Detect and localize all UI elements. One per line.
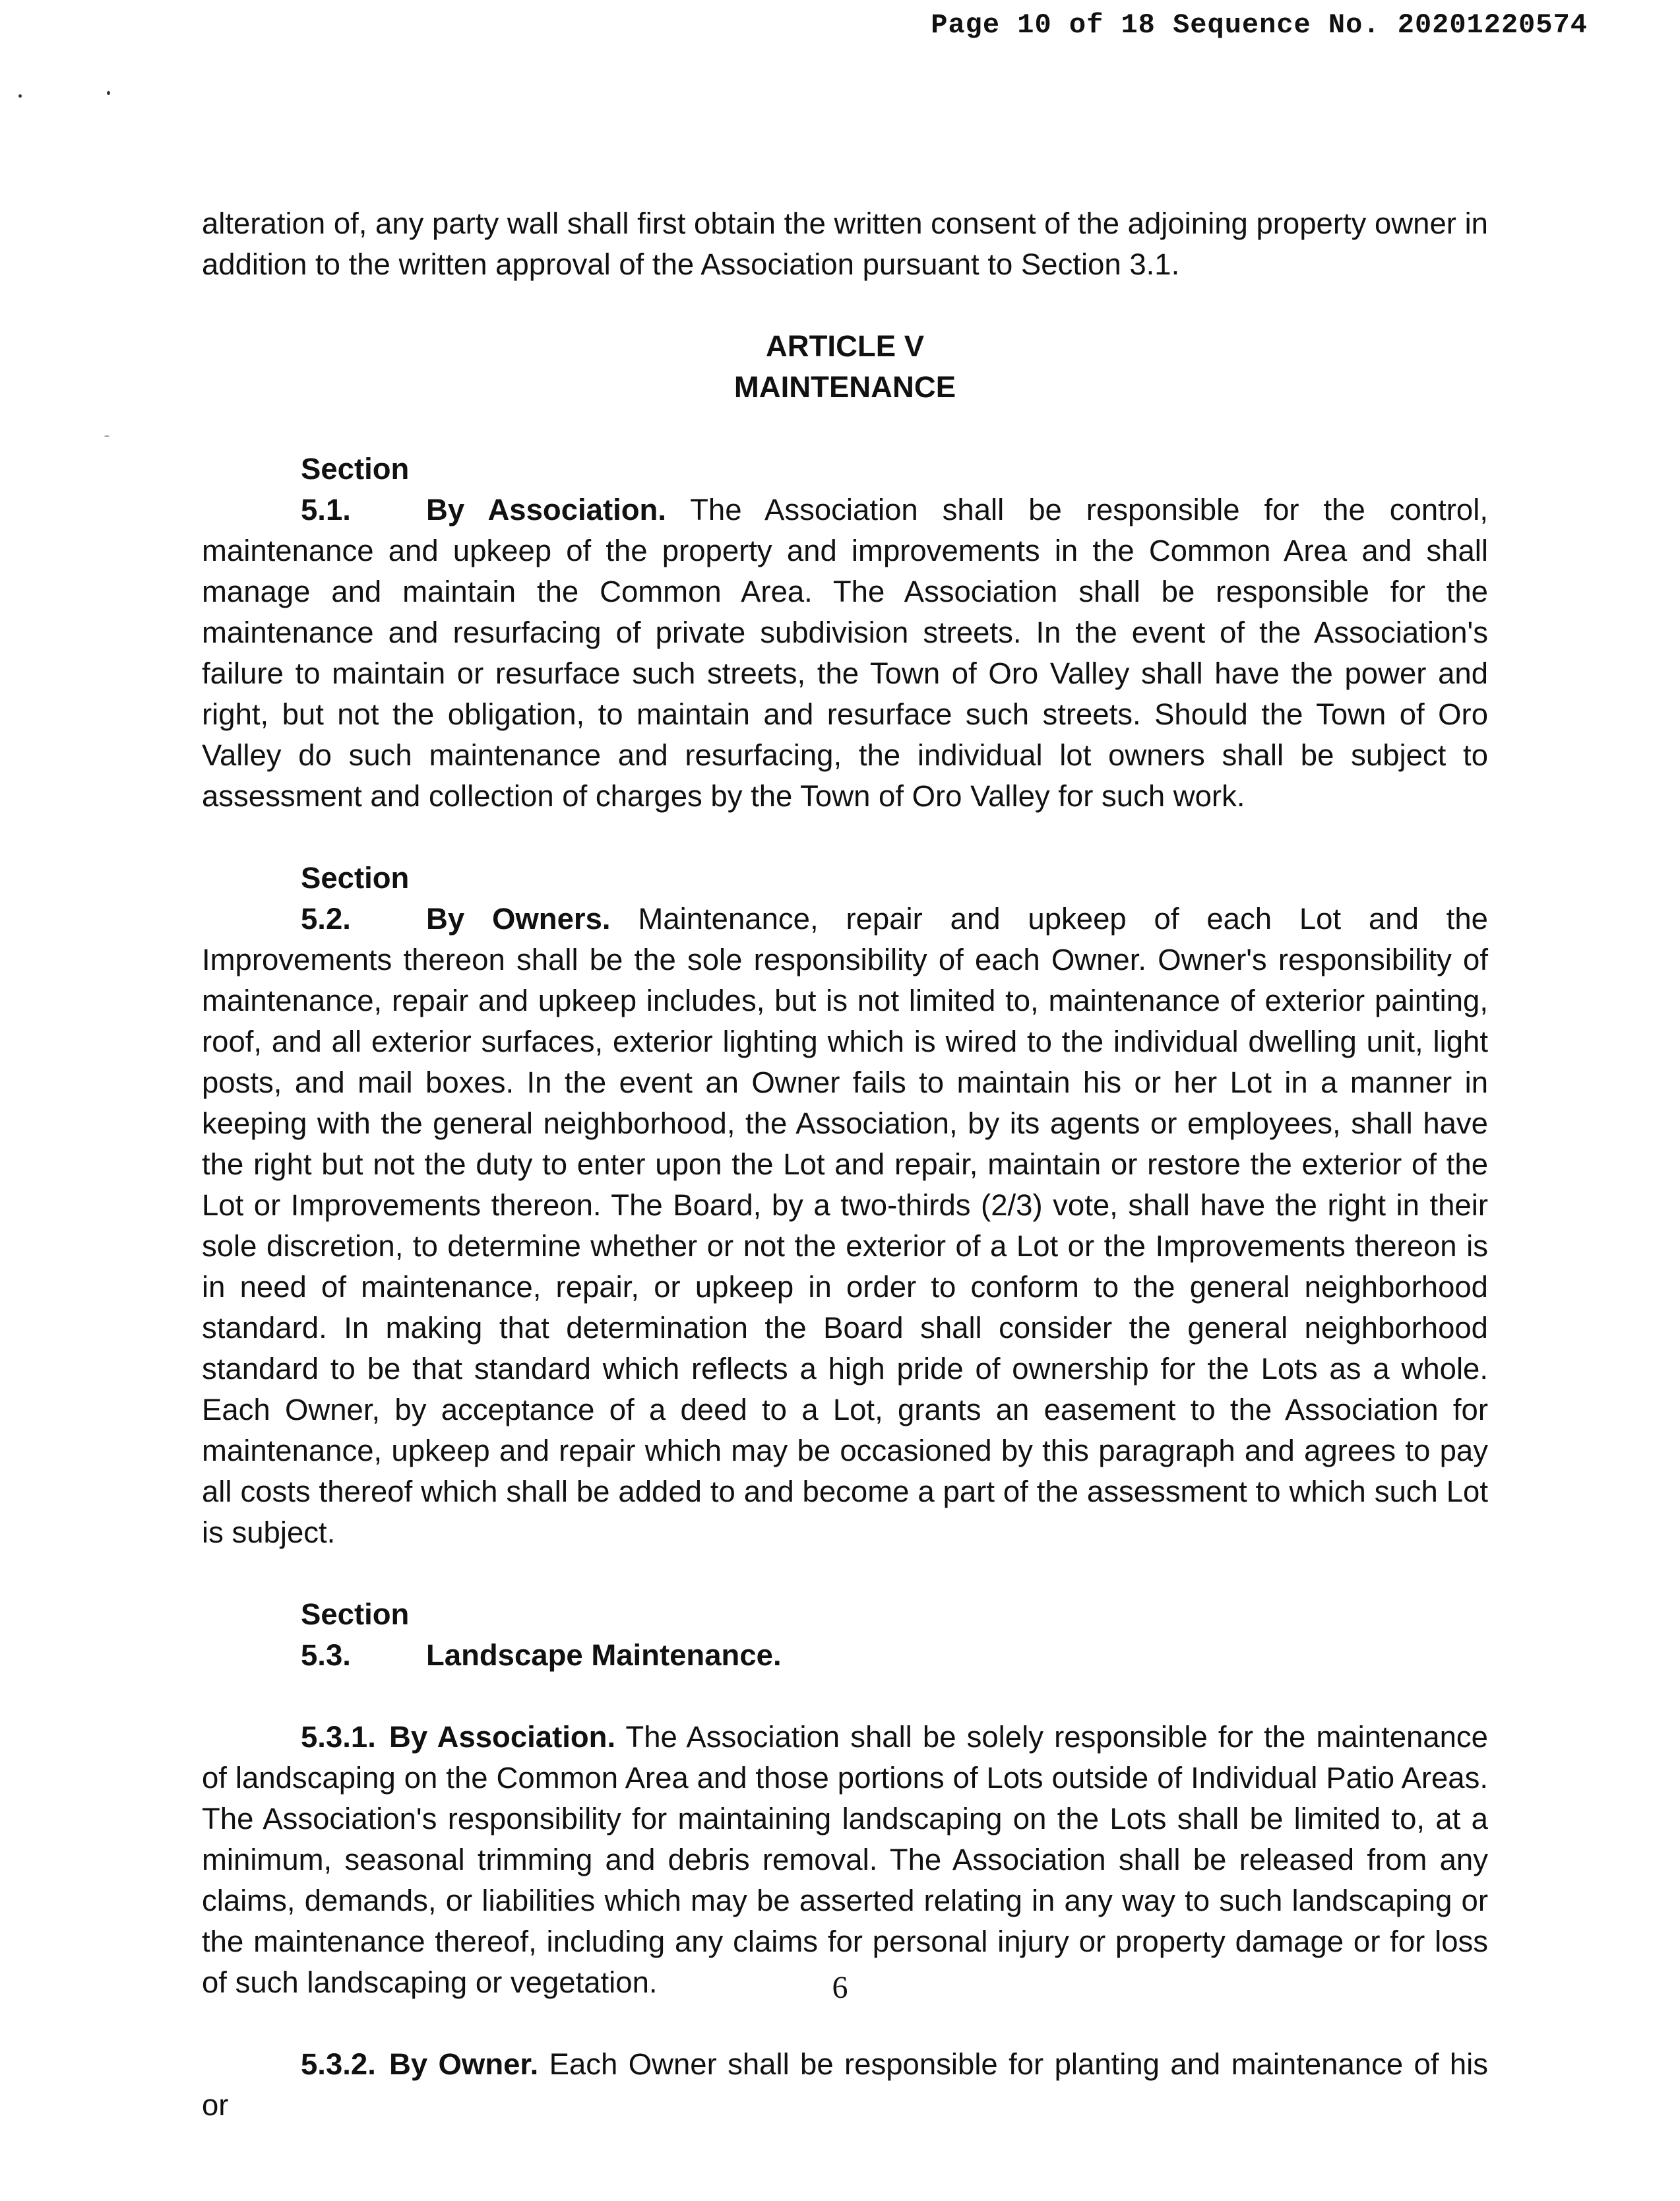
section-5-2: [202, 858, 1488, 1553]
section-heading: Landscape Maintenance.: [426, 1638, 782, 1672]
section-heading: By Owners.: [426, 902, 611, 936]
section-5-3: [202, 1594, 1488, 1676]
section-5-1: [202, 449, 1488, 817]
subsection-5-3-1: [202, 1717, 1488, 2003]
section-text: The Association shall be responsible for the control, maintenance and upkeep of the property and improvements in the Common Area and shall manage and maintain the Common Area. The Association shall be responsible for the maintenance and resurfacing of private subdivision streets. In the event of the Association's failure to maintain or resurface such streets, the Town of Oro Valley shall have the power and right, but not the obligation, to maintain and resurface such streets. Should the Town of Oro Valley do such maintenance and resurfacing, the individual lot owners shall be subject to assessment and collection of charges by the Town of Oro Valley for such work.: [202, 493, 1488, 813]
scan-speck: [107, 91, 110, 95]
section-text: Maintenance, repair and upkeep of each Lot and the Improvements thereon shall be the sole responsibility of each Owner. Owner's responsibility of maintenance, repair and upkeep includes, but is not limited to, maintenance of exterior painting, roof, and all exterior surfaces, exterior lighting which is wired to the individual dwelling unit, light posts, and mail boxes. In the event an Owner fails to maintain his or her Lot in a manner in keeping with the general neighborhood, the Association, by its agents or employees, shall have the right but not the duty to enter upon the Lot and repair, maintain or restore the exterior of the Lot or Improvements thereon. The Board, by a two-thirds (2/3) vote, shall have the right in their sole discretion, to determine whether or not the exterior of a Lot or the Improvements thereon is in need of maintenance, repair, or upkeep in order to conform to the general neighborhood standard. In making that determination the Board shall consider the general neighborhood standard to be that standard which reflects a high pride of ownership for the Lots as a whole. Each Owner, by acceptance of a deed to a Lot, grants an easement to the Association for maintenance, upkeep and repair which may be occasioned by this paragraph and agrees to pay all costs thereof which shall be added to and become a part of the assessment to which such Lot is subject.: [202, 902, 1488, 1549]
scan-speck: [18, 94, 22, 98]
intro-paragraph: alteration of, any party wall shall first obtain the written consent of the adjoining property owner in addition to the written approval of the Association pursuant to Section 3.1.: [202, 207, 1488, 281]
subsection-number: 5.3.2.: [301, 2047, 376, 2081]
section-number: Section 5.3.: [301, 1597, 410, 1672]
section-number: Section 5.2.: [301, 861, 410, 936]
scan-speck: [104, 435, 109, 437]
subsection-number: 5.3.1.: [301, 1720, 376, 1754]
page-number: 6: [832, 1970, 848, 2005]
section-number: Section 5.1.: [301, 452, 410, 526]
subsection-heading: By Owner.: [389, 2047, 539, 2081]
article-title: MAINTENANCE: [733, 370, 956, 404]
subsection-heading: By Association.: [389, 1720, 616, 1754]
subsection-text: The Association shall be solely responsible for the maintenance of landscaping on the Common Area and those portions of Lots outside of Individual Patio Areas. The Association's responsibility for maintaining landscaping on the Lots shall be limited to, at a minimum, seasonal trimming and debris removal. The Association shall be released from any claims, demands, or liabilities which may be asserted relating in any way to such landscaping or the maintenance thereof, including any claims for personal injury or property damage or for loss of such landscaping or vegetation.: [202, 1720, 1488, 1999]
article-number: ARTICLE V: [765, 329, 925, 363]
article-heading: [202, 326, 1488, 408]
subsection-text: Each Owner shall be responsible for planting and maintenance of his or: [202, 2047, 1488, 2122]
subsection-5-3-2: [202, 2044, 1488, 2126]
document-body: [202, 203, 1488, 2126]
section-heading: By Association.: [426, 493, 666, 526]
page-header: Page 10 of 18 Sequence No. 20201220574: [931, 9, 1588, 41]
